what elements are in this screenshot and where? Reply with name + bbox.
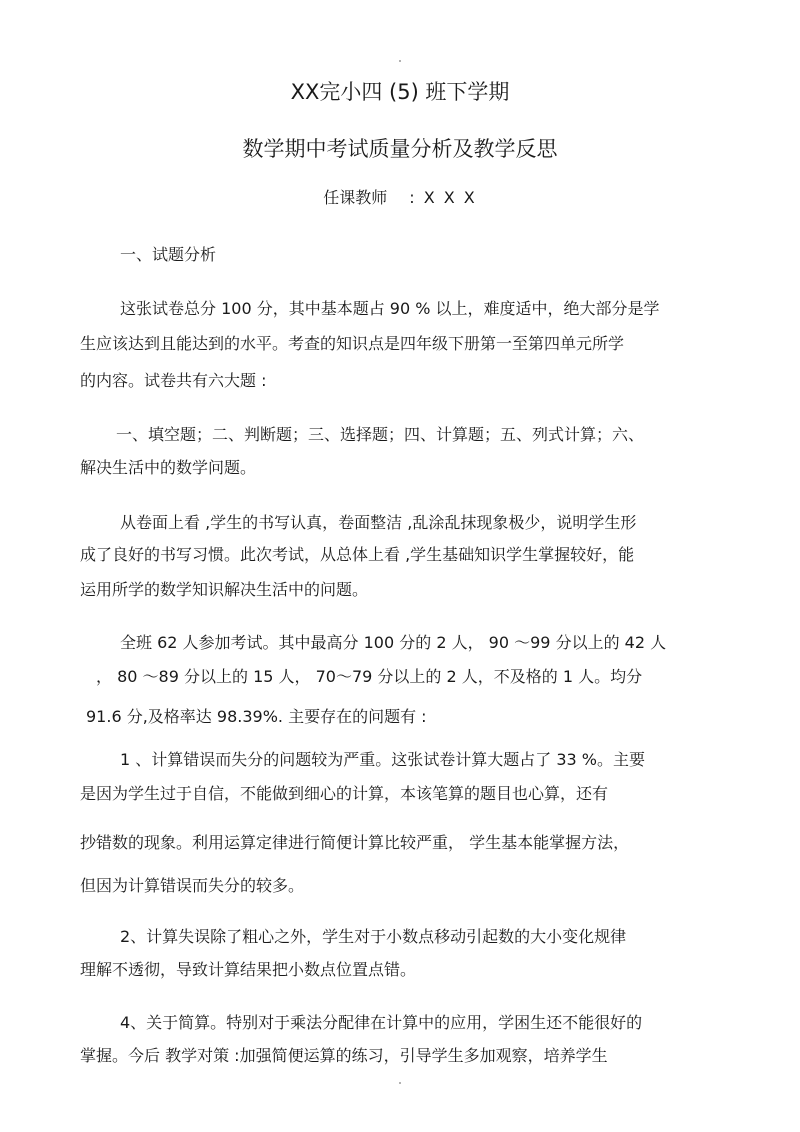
paragraph-line: 是因为学生过于自信，不能做到细心的计算，本该笔算的题目也心算，还有 <box>80 784 609 803</box>
paragraph-line: 运用所学的数学知识解决生活中的问题。 <box>80 580 369 599</box>
teacher-line <box>0 185 800 208</box>
paragraph-line: 理解不透彻，导致计算结果把小数点位置点错。 <box>80 960 417 979</box>
paragraph-line: 从卷面上看 ,学生的书写认真，卷面整洁 ,乱涂乱抹现象极少，说明学生形 <box>120 513 637 532</box>
paragraph-line: 掌握。今后 教学对策 :加强简便运算的练习，引导学生多加观察，培养学生 <box>80 1046 608 1065</box>
paragraph-line: 4、关于简算。特别对于乘法分配律在计算中的应用，学困生还不能很好的 <box>120 1013 643 1032</box>
paragraph-line: 的内容。试卷共有六大题 : <box>80 371 267 390</box>
page-marker-dot <box>399 1082 401 1084</box>
paragraph-line: 成了良好的书写习惯。此次考试，从总体上看 ,学生基础知识学生掌握较好，能 <box>80 545 635 564</box>
paragraph-line: 这张试卷总分 100 分，其中基本题占 90 % 以上，难度适中，绝大部分是学 <box>120 299 660 318</box>
paragraph-line: 1 、计算错误而失分的问题较为严重。这张试卷计算大题占了 33 %。主要 <box>120 750 646 769</box>
paragraph-line: 解决生活中的数学问题。 <box>80 458 257 477</box>
teacher-label: 任课教师 <box>323 188 388 207</box>
section-heading: 一、试题分析 <box>120 245 217 264</box>
paragraph-line: 一、填空题；二、判断题；三、选择题；四、计算题；五、列式计算；六、 <box>116 425 645 444</box>
paragraph-line: 2、计算失误除了粗心之外，学生对于小数点移动引起数的大小变化规律 <box>120 927 627 946</box>
paragraph-line: 但因为计算错误而失分的较多。 <box>80 876 305 895</box>
page-marker-dot <box>399 60 401 62</box>
document-title-line1: XX完小四 (5) 班下学期 <box>290 80 510 104</box>
teacher-name: : X X X <box>409 188 477 207</box>
paragraph-line: ， 80 ～89 分以上的 15 人， 70～79 分以上的 2 人，不及格的 1 人。均分 <box>96 667 643 686</box>
paragraph-line: 抄错数的现象。利用运算定律进行简便计算比较严重， 学生基本能掌握方法， <box>80 833 630 852</box>
document-title-line2: 数学期中考试质量分析及教学反思 <box>242 137 558 161</box>
paragraph-line: 91.6 分,及格率达 98.39%. 主要存在的问题有 : <box>86 707 427 726</box>
paragraph-line: 生应该达到且能达到的水平。考查的知识点是四年级下册第一至第四单元所学 <box>80 334 625 353</box>
paragraph-line: 全班 62 人参加考试。其中最高分 100 分的 2 人， 90 ～99 分以上的 42 人 <box>120 633 667 652</box>
